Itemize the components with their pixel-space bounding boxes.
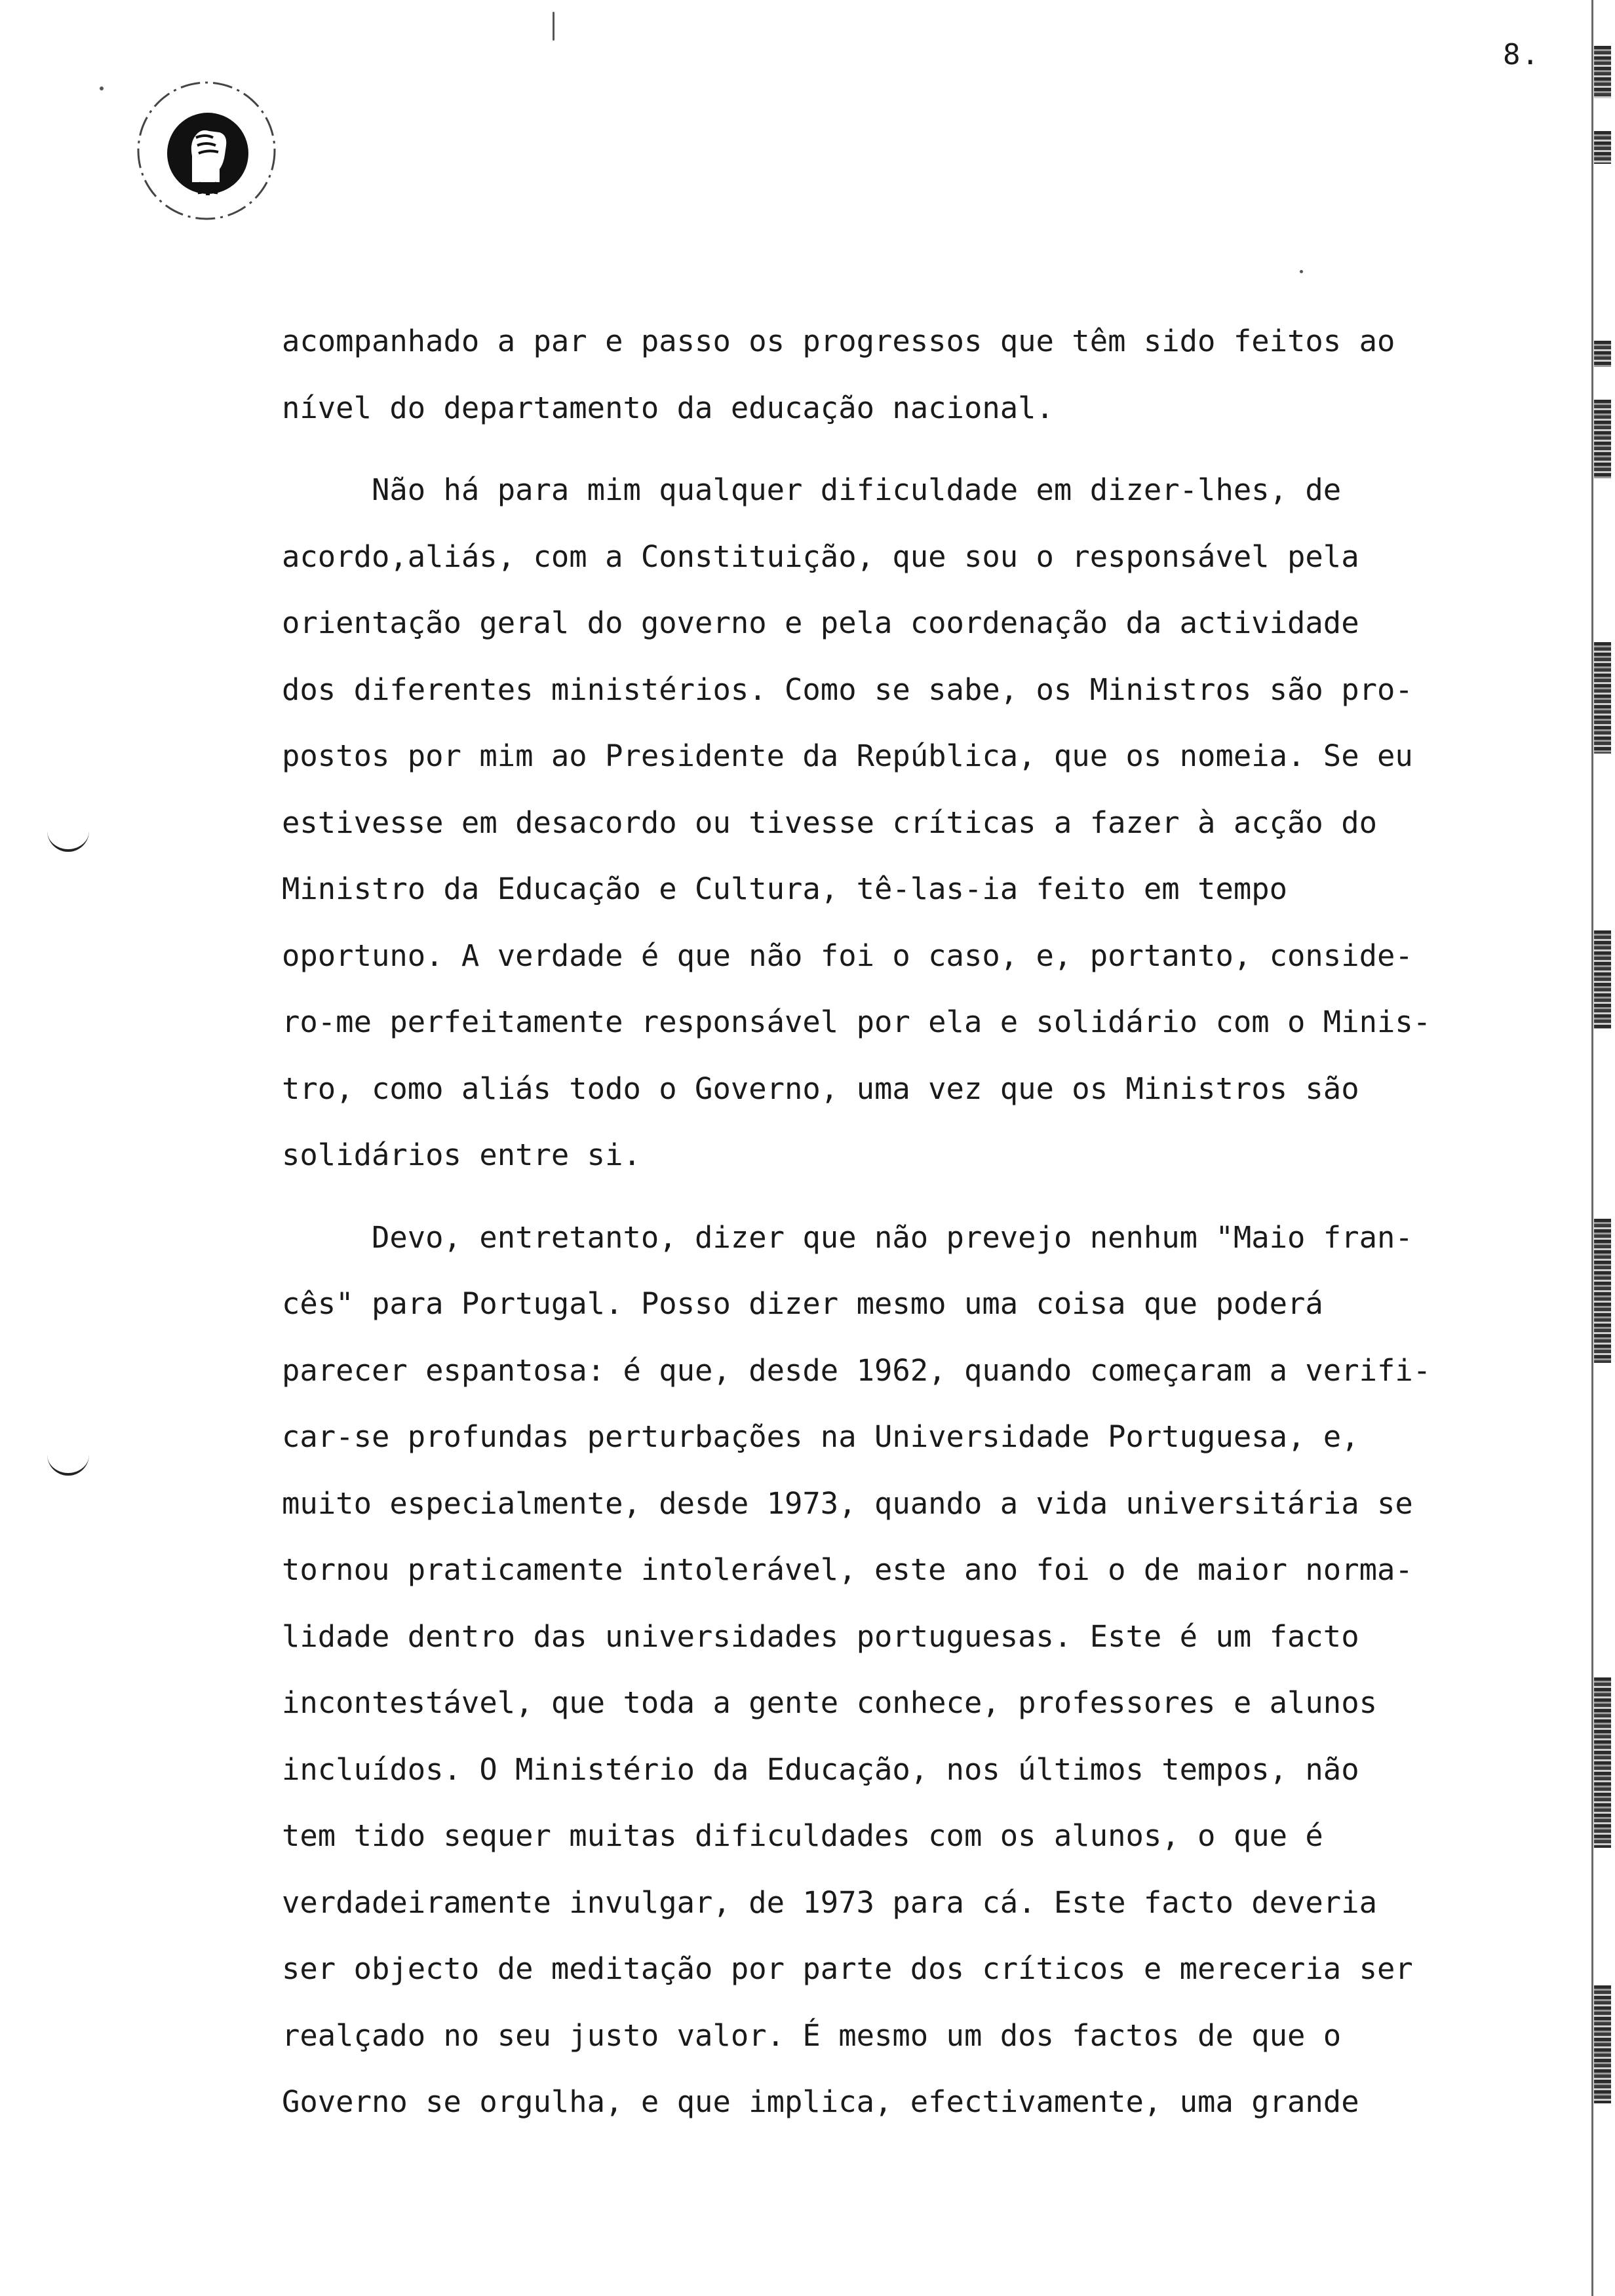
text-line: dos diferentes ministérios. Como se sabe, os Ministros são pro- bbox=[282, 672, 1413, 707]
text-line: orientação geral do governo e pela coordenação da actividade bbox=[282, 605, 1359, 640]
text-line: acompanhado a par e passo os progressos que têm sido feitos ao bbox=[282, 324, 1395, 358]
paragraph bbox=[282, 308, 1514, 441]
page-number: 8. bbox=[1503, 38, 1540, 71]
text-line: realçado no seu justo valor. É mesmo um dos factos de que o bbox=[282, 2018, 1342, 2053]
text-line: lidade dentro das universidades portuguesas. Este é um facto bbox=[282, 1618, 1359, 1654]
margin-mark bbox=[47, 1451, 89, 1476]
text-line: oportuno. A verdade é que não foi o caso, e, portanto, conside- bbox=[282, 938, 1413, 973]
scan-speck bbox=[1300, 270, 1303, 273]
text-line: verdadeiramente invulgar, de 1973 para cá. Este facto deveria bbox=[282, 1885, 1377, 1920]
text-line: ro-me perfeitamente responsável por ela e solidário com o Minis- bbox=[282, 1004, 1431, 1039]
text-line: Devo, entretanto, dizer que não prevejo nenhum "Maio fran- bbox=[282, 1219, 1413, 1255]
text-line: tornou praticamente intolerável, este ano foi o de maior norma- bbox=[282, 1552, 1413, 1587]
text-line: solidários entre si. bbox=[282, 1138, 641, 1172]
text-line: Governo se orgulha, e que implica, efectivamente, uma grande bbox=[282, 2084, 1359, 2119]
text-line: nível do departamento da educação nacional. bbox=[282, 390, 1054, 425]
document-body bbox=[282, 308, 1514, 2151]
text-line: postos por mim ao Presidente da República, que os nomeia. Se eu bbox=[282, 738, 1413, 773]
text-line: parecer espantosa: é que, desde 1962, quando começaram a verifi- bbox=[282, 1352, 1431, 1388]
text-line: car-se profundas perturbações na Universidade Portuguesa, e, bbox=[282, 1419, 1359, 1454]
text-line: cês" para Portugal. Posso dizer mesmo uma coisa que poderá bbox=[282, 1286, 1323, 1321]
text-line: Ministro da Educação e Cultura, tê-las-ia feito em tempo bbox=[282, 871, 1288, 906]
paragraph bbox=[282, 457, 1514, 1189]
paragraph bbox=[282, 1204, 1514, 2135]
scan-speck bbox=[100, 86, 104, 90]
text-line: tro, como aliás todo o Governo, uma vez que os Ministros são bbox=[282, 1071, 1359, 1106]
text-line: acordo,aliás, com a Constituição, que sou o responsável pela bbox=[282, 539, 1359, 574]
raised-fist-icon bbox=[128, 72, 285, 229]
text-line: muito especialmente, desde 1973, quando a vida universitária se bbox=[282, 1485, 1413, 1521]
margin-mark bbox=[47, 827, 89, 852]
logo-text bbox=[285, 72, 286, 73]
scan-speck bbox=[553, 12, 555, 41]
text-line: ser objecto de meditação por parte dos críticos e mereceria ser bbox=[282, 1951, 1413, 1986]
text-line: Não há para mim qualquer dificuldade em dizer-lhes, de bbox=[282, 472, 1342, 507]
text-line: tem tido sequer muitas dificuldades com os alunos, o que é bbox=[282, 1818, 1323, 1853]
scan-edge bbox=[1584, 0, 1615, 2296]
text-line: incluídos. O Ministério da Educação, nos últimos tempos, não bbox=[282, 1751, 1359, 1787]
party-logo bbox=[128, 72, 285, 229]
text-line: estivesse em desacordo ou tivesse críticas a fazer à acção do bbox=[282, 805, 1377, 840]
text-line: incontestável, que toda a gente conhece, professores e alunos bbox=[282, 1685, 1377, 1720]
